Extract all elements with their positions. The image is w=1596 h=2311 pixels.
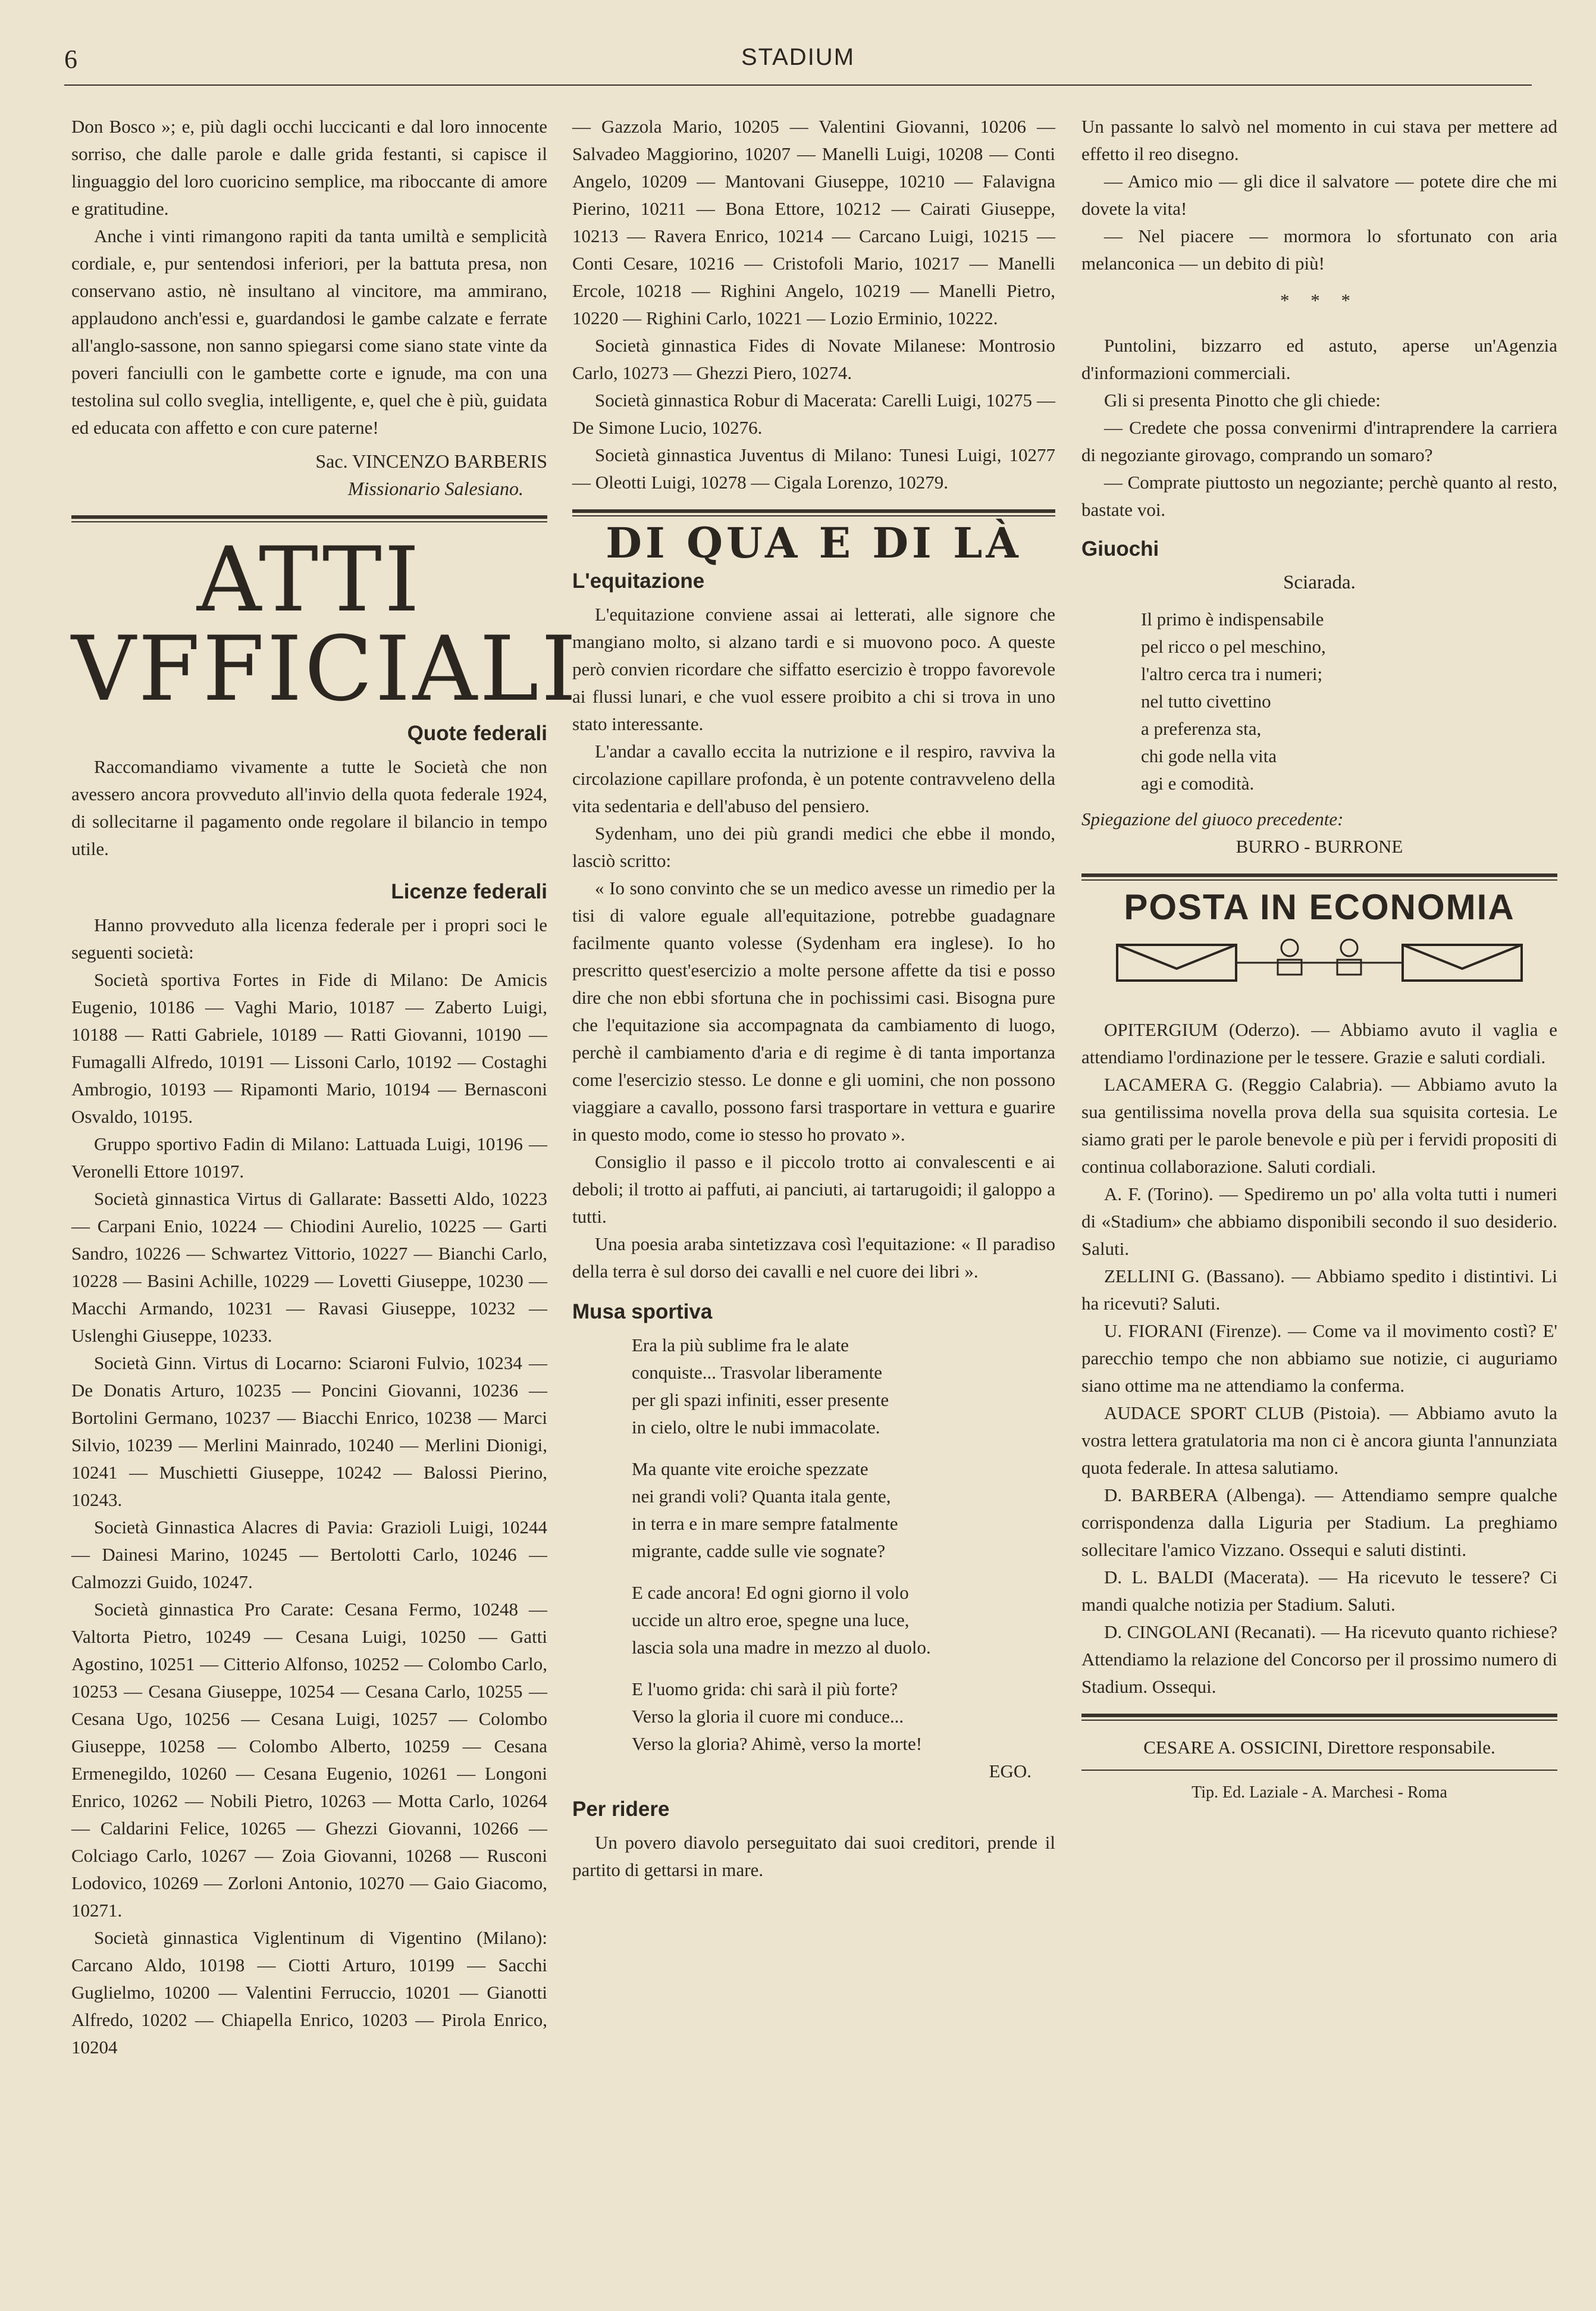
- section-divider: [1081, 1714, 1557, 1721]
- licenze-list-item: Società ginnastica Pro Carate: Cesana Fermo, 10248 — Valtorta Pietro, 10249 — Cesana Luigi, 10250 — Gatti Agostino, 10251 — Citterio Alfonso, 10252 — Colombo Carlo, 10253 — Cesana Giuseppe, 10254 — Cesana Carlo, 10255 — Cesana Ugo, 10256 — Cesana Luigi, 10257 — Colombo Giuseppe, 10258 — Colombo Alberto, 10259 — Cesana Ermenegildo, 10260 — Cesana Eugenio, 10261 — Longoni Enrico, 10262 — Nobili Pietro, 10263 — Motta Carlo, 10264 — Caldarini Felice, 10265 — Ghezzi Giovanni, 10266 — Colciago Carlo, 10267 — Zoia Giovanni, 10268 — Rusconi Lodovico, 10269 — Zorloni Antonio, 10270 — Gaio Giacomo, 10271.: [71, 1599, 547, 1921]
- ridere-heading: Per ridere: [572, 1798, 670, 1821]
- licenze-list-item: Società ginnastica Viglentinum di Vigentino (Milano): Carcano Aldo, 10198 — Ciotti Arturo, 10199 — Sacchi Guglielmo, 10200 — Valentini Ferruccio, 10201 — Gianotti Alfredo, 10202 — Chiapella Enrico, 10203 — Pirola Enrico, 10204: [71, 1927, 547, 2058]
- equitazione-paragraph: L'andar a cavallo eccita la nutrizione e il respiro, ravviva la circolazione capillare profonda, è un potente contravveleno della vita sedentaria e dell'abuso del pensiero.: [572, 741, 1055, 816]
- section-divider: [1081, 873, 1557, 881]
- pinotto-paragraph: — Comprate piuttosto un negoziante; perchè quanto al resto, bastate voi.: [1081, 472, 1557, 520]
- equitazione-paragraph: Una poesia araba sintetizzava così l'equitazione: « Il paradiso della terra è sul dorso dei cavalli e nel cuore dei libri ».: [572, 1233, 1055, 1282]
- column-3: [1081, 113, 1557, 1806]
- equitazione-paragraph: « Io sono convinto che se un medico avesse un rimedio per la tisi di valore eguale all'equitazione, potrebbe guadagnare facilmente quanto volesse (Sydenham era inglese). Io ho prescritto quest'esercizio a molte persone affette da tisi e posso dire che non ebbi sfortuna che in pochissimi casi. Bisogna pure che l'equitazione sia accompagnata da cambiamento di luogo, perchè il cambiamento d'aria e di regime è di tanta importanza come l'esercizio stesso. Le donne e gli uomini, che non possono viaggiare a cavallo, possono farsi trasportare in vettura e guarire in questo modo, come io stesso ho provato ».: [572, 878, 1055, 1145]
- posta-entry: ZELLINI G. (Bassano). — Abbiamo spedito i distintivi. Li ha ricevuti? Saluti.: [1081, 1266, 1557, 1314]
- poem-line: lascia sola una madre in mezzo al duolo.: [632, 1637, 931, 1658]
- licenze-continuation: — Gazzola Mario, 10205 — Valentini Giovanni, 10206 — Salvadeo Maggiorino, 10207 — Manelli Luigi, 10208 — Conti Angelo, 10209 — Mantovani Giuseppe, 10210 — Falavigna Pierino, 10211 — Bona Ettore, 10212 — Cairati Giuseppe, 10213 — Ravera Enrico, 10214 — Carcano Luigi, 10215 — Conti Cesare, 10216 — Cristofoli Mario, 10217 — Manelli Ercole, 10218 — Righini Angelo, 10219 — Manelli Pietro, 10220 — Righini Carlo, 10221 — Lozio Erminio, 10222.: [572, 116, 1055, 328]
- intro-paragraph: Don Bosco »; e, più dagli occhi luccicanti e dal loro innocente sorriso, che dalle parole e dalle grida festanti, si capisce il linguaggio del loro cuoricino semplice, ma riboccante di amore e gratitudine.: [71, 116, 547, 219]
- licenze-list-item: Società ginnastica Robur di Macerata: Carelli Luigi, 10275 — De Simone Lucio, 10276.: [572, 390, 1055, 438]
- giuochi-heading: Giuochi: [1081, 537, 1159, 560]
- posta-entry: A. F. (Torino). — Spediremo un po' alla volta tutti i numeri di «Stadium» che abbiamo disponibili secondo il suo desiderio. Saluti.: [1081, 1183, 1557, 1259]
- spiegazione-label: Spiegazione del giuoco precedente:: [1081, 809, 1344, 829]
- di-qua-e-di-la-title: DI QUA E DI LÀ: [606, 518, 1022, 568]
- poem-stanza: [632, 1579, 1055, 1661]
- equitazione-paragraph: Sydenham, uno dei più grandi medici che ebbe il mondo, lasciò scritto:: [572, 823, 1055, 871]
- column-2: [572, 113, 1055, 1884]
- poem-line: per gli spazi infiniti, esser presente: [632, 1389, 889, 1410]
- quote-heading: Quote federali: [407, 722, 547, 745]
- separator-asterisks: * * *: [1280, 290, 1359, 311]
- ridere-paragraph: — Nel piacere — mormora lo sfortunato con aria melanconica — un debito di più!: [1081, 226, 1557, 274]
- posta-entry: D. L. BALDI (Macerata). — Ha ricevuto le tessere? Ci mandi qualche notizia per Stadium. Saluti.: [1081, 1567, 1557, 1615]
- sciarada-line: pel ricco o pel meschino,: [1141, 636, 1326, 657]
- thin-divider: [1081, 1770, 1557, 1771]
- ridere-text: Un povero diavolo perseguitato dai suoi creditori, prende il partito di gettarsi in mare.: [572, 1832, 1055, 1880]
- posta-entry: D. BARBERA (Albenga). — Attendiamo sempre qualche corrispondenza dalla Liguria per Stadium. La preghiamo sollecitare l'amico Vizzano. Ossequi e saluti distinti.: [1081, 1485, 1557, 1560]
- signature-name: Sac. VINCENZO BARBERIS: [315, 450, 547, 472]
- equitazione-heading: L'equitazione: [572, 569, 705, 593]
- licenze-list-item: Società ginnastica Virtus di Gallarate: Bassetti Aldo, 10223 — Carpani Enio, 10224 — Chiodini Aurelio, 10225 — Garti Sandro, 10226 — Schwartez Vittorio, 10227 — Bianchi Carlo, 10228 — Basini Achille, 10229 — Lovetti Giuseppe, 10230 — Macchi Armando, 10231 — Ravasi Giuseppe, 10232 — Uslenghi Giuseppe, 10233.: [71, 1188, 547, 1346]
- posta-in-economia-title: POSTA IN ECONOMIA: [1124, 887, 1515, 927]
- director-credit: CESARE A. OSSICINI, Direttore responsabile.: [1143, 1737, 1495, 1758]
- posta-entry: LACAMERA G. (Reggio Calabria). — Abbiamo avuto la sua gentilissima novella prova della sua squisita cortesia. Le siamo grati per le parole benevole e più per i fervidi propositi di continua collaborazione. Saluti cordiali.: [1081, 1074, 1557, 1177]
- sciarada-line: chi gode nella vita: [1141, 746, 1277, 766]
- licenze-list-item: Società sportiva Fortes in Fide di Milano: De Amicis Eugenio, 10186 — Vaghi Mario, 10187 — Zaberto Luigi, 10188 — Ratti Gabriele, 10189 — Ratti Giovanni, 10190 — Fumagalli Alfredo, 10191 — Lissoni Carlo, 10192 — Costaghi Ambrogio, 10193 — Ripamonti Mario, 10194 — Bernasconi Osvaldo, 10195.: [71, 969, 547, 1127]
- pinotto-paragraph: — Credete che possa convenirmi d'intraprendere la carriera di negoziante girovago, comprando un somaro?: [1081, 417, 1557, 465]
- sciarada-line: agi e comodità.: [1141, 773, 1255, 794]
- ridere-paragraph: — Amico mio — gli dice il salvatore — potete dire che mi dovete la vita!: [1081, 171, 1557, 219]
- musa-heading: Musa sportiva: [572, 1300, 713, 1323]
- page-header: [64, 43, 1532, 86]
- equitazione-paragraph: Consiglio il passo e il piccolo trotto ai convalescenti e ai deboli; il trotto ai paffuti, ai panciuti, ai tartarugoidi; il galoppo a tutti.: [572, 1151, 1055, 1227]
- section-divider: [71, 515, 547, 522]
- poem-stanza: [632, 1676, 1055, 1758]
- licenze-heading: Licenze federali: [391, 880, 547, 903]
- poem-line: Verso la gloria? Ahimè, verso la morte!: [632, 1733, 923, 1754]
- licenze-list-item: Società ginnastica Juventus di Milano: Tunesi Luigi, 10277 — Oleotti Luigi, 10278 — Cigala Lorenzo, 10279.: [572, 444, 1055, 493]
- sciarada-verses: [1141, 606, 1557, 797]
- poem-line: conquiste... Trasvolar liberamente: [632, 1362, 882, 1383]
- posta-entry: OPITERGIUM (Oderzo). — Abbiamo avuto il vaglia e attendiamo l'ordinazione per le tessere. Grazie e saluti cordiali.: [1081, 1019, 1557, 1067]
- printer-credit: Tip. Ed. Laziale - A. Marchesi - Roma: [1191, 1783, 1447, 1802]
- poem-line: migrante, cadde sulle vie sognate?: [632, 1540, 886, 1561]
- page-number: 6: [64, 45, 77, 74]
- posta-entry: U. FIORANI (Firenze). — Come va il movimento costì? E' parecchio tempo che non abbiamo sue notizie, ci auguriamo siano ottime ma ne attendiamo la conferma.: [1081, 1320, 1557, 1396]
- poem-line: in terra e in mare sempre fatalmente: [632, 1513, 898, 1534]
- magazine-title: STADIUM: [741, 44, 855, 70]
- poem-line: E l'uomo grida: chi sarà il più forte?: [632, 1679, 898, 1699]
- licenze-list-item: Società Ginnastica Alacres di Pavia: Grazioli Luigi, 10244 — Dainesi Marino, 10245 — Bertolotti Carlo, 10246 — Calmozzi Guido, 10247.: [71, 1517, 547, 1592]
- equitazione-paragraph: L'equitazione conviene assai ai letterati, alle signore che mangiano molto, si alzano tardi e si muovono poco. A queste però convien ricordare che siffatto esercizio è troppo favorevole ai flussi lunari, e che vuol essere proibito a chi si trova in uno stato interessante.: [572, 604, 1055, 734]
- poem: [632, 1332, 1055, 1758]
- sciarada-line: l'altro cerca tra i numeri;: [1141, 663, 1323, 684]
- sciarada-line: Il primo è indispensabile: [1141, 609, 1324, 630]
- pinotto-paragraph: Puntolini, bizzarro ed astuto, aperse un'Agenzia d'informazioni commerciali.: [1081, 335, 1557, 383]
- licenze-list-item: Società Ginn. Virtus di Locarno: Sciaroni Fulvio, 10234 — De Donatis Arturo, 10235 — Poncini Giovanni, 10236 — Bortolini Germano, 10237 — Biacchi Enrico, 10238 — Marci Silvio, 10239 — Merlini Mainrado, 10240 — Merlini Dionigi, 10241 — Muschietti Giuseppe, 10242 — Balossi Pierino, 10243.: [71, 1352, 547, 1510]
- posta-entry: AUDACE SPORT CLUB (Pistoia). — Abbiamo avuto la vostra lettera gratulatoria ma non ci è ancora giunta l'annunziata quota federale. In attesa salutiamo.: [1081, 1402, 1557, 1478]
- intro-paragraph: Anche i vinti rimangono rapiti da tanta umiltà e semplicità cordiale, e, pur sentendosi inferiori, per la battuta presa, non conservano astio, nè insultano al vincitore, ma ammirano, applaudono anch'essi e, guardandosi le gambe calzate e ferrate all'anglo-sassone, non sanno spiegarsi come siano state vinte da poveri fanciulli con le gambette corte e ignude, ma con una testolina sul collo sveglia, intelligente, e, quel che è più, guidata ed educata con affetto e con cure paterne!: [71, 226, 547, 438]
- licenze-intro: Hanno provveduto alla licenza federale per i propri soci le seguenti società:: [71, 915, 547, 963]
- poem-stanza: [632, 1455, 1055, 1565]
- poem-line: E cade ancora! Ed ogni giorno il volo: [632, 1582, 909, 1603]
- licenze-list-item: Gruppo sportivo Fadin di Milano: Lattuada Luigi, 10196 — Veronelli Ettore 10197.: [71, 1133, 547, 1182]
- envelopes-illustration: [1111, 927, 1528, 992]
- poem-line: Era la più sublime fra le alate: [632, 1335, 849, 1355]
- poem-line: in cielo, oltre le nubi immacolate.: [632, 1417, 880, 1438]
- atti-ufficiali-title: ATTI VFFICIALI: [71, 528, 579, 721]
- signature: [71, 447, 547, 502]
- posta-entry: D. CINGOLANI (Recanati). — Ha ricevuto quanto richiese? Attendiamo la relazione del Concorso per il prossimo numero di Stadium. Ossequi.: [1081, 1621, 1557, 1697]
- pinotto-paragraph: Gli si presenta Pinotto che gli chiede:: [1104, 390, 1381, 411]
- sciarada-title: Sciarada.: [1283, 572, 1356, 593]
- quote-text: Raccomandiamo vivamente a tutte le Società che non avessero ancora provveduto all'invio della quota federale 1924, di sollecitarne il pagamento onde regolare il bilancio in tempo utile.: [71, 756, 547, 859]
- signature-role: Missionario Salesiano.: [347, 478, 523, 499]
- poem-author: EGO.: [989, 1761, 1031, 1781]
- sciarada-line: a preferenza sta,: [1141, 718, 1262, 739]
- section-divider: [572, 509, 1055, 516]
- licenze-list-item: Società ginnastica Fides di Novate Milanese: Montrosio Carlo, 10273 — Ghezzi Piero, 10274.: [572, 335, 1055, 383]
- poem-line: uccide un altro eroe, spegne una luce,: [632, 1609, 910, 1630]
- spiegazione-answer: BURRO - BURRONE: [1236, 836, 1403, 857]
- ridere-paragraph: Un passante lo salvò nel momento in cui stava per mettere ad effetto il reo disegno.: [1081, 116, 1557, 164]
- column-1: [71, 113, 579, 2061]
- sciarada-line: nel tutto civettino: [1141, 691, 1271, 712]
- poem-line: Ma quante vite eroiche spezzate: [632, 1458, 868, 1479]
- poem-line: Verso la gloria il cuore mi conduce...: [632, 1706, 904, 1727]
- poem-line: nei grandi voli? Quanta itala gente,: [632, 1486, 891, 1507]
- poem-stanza: [632, 1332, 1055, 1441]
